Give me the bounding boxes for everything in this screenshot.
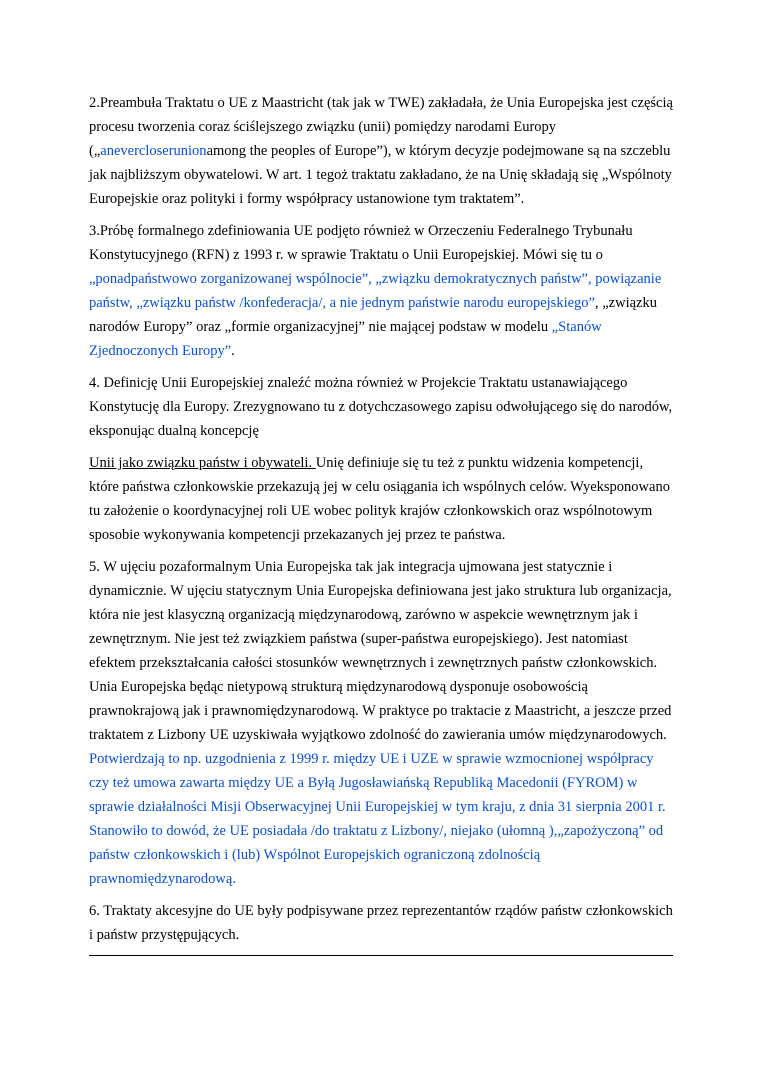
hyperlink-text[interactable]: „Stanów Zjednoczonych Europy”: [89, 319, 602, 359]
body-text: („: [89, 143, 101, 159]
body-text: 3.Próbę formalnego zdefiniowania UE podjęto również w Orzeczeniu Federalnego Trybunału Konstytucyjnego (RFN) z 1993 r. w sprawie Traktatu o Unii Europejskiej. Mówi się tu o: [89, 223, 633, 263]
paragraph: [89, 555, 673, 891]
paragraph-container: [89, 91, 673, 947]
paragraph: [89, 451, 673, 547]
underlined-text: Unii jako związku państw i obywateli.: [89, 455, 316, 471]
paragraph: [89, 91, 673, 211]
hyperlink-text[interactable]: „ponadpaństwowo zorganizowanej wspólnocie”, „związku demokratycznych państw”, powiązanie państw, „związku państw /konfederacja/, a nie jednym państwie narodu europejskiego”: [89, 271, 662, 311]
document-body: [89, 91, 673, 956]
body-text: , „związku narodów Europy” oraz „formie organizacyjnej” nie mającej podstaw w modelu: [89, 295, 657, 335]
paragraph: [89, 371, 673, 443]
footnote-separator: [89, 955, 673, 956]
body-text: 4. Definicję Unii Europejskiej znaleźć można również w Projekcie Traktatu ustanawiającego Konstytucję dla Europy. Zrezygnowano tu z dotychczasowego zapisu odwołującego się do narodów, eksponując dualną koncepcję: [89, 375, 673, 439]
body-text: 5. W ujęciu pozaformalnym Unia Europejska tak jak integracja ujmowana jest statycznie i dynamicznie. W ujęciu statycznym Unia Europejska definiowana jest jako struktura lub organizacja, która nie jest klasyczną organizacją międzynarodową, zarówno w aspekcie wewnętrznym jak i zewnętrznym. Nie jest też związkiem państwa (super-państwa europejskiego). Jest natomiast efektem przekształcania całości stosunków wewnętrznych i zewnętrznych państw członkowskich. Unia Europejska będąc nietypową strukturą międzynarodową dysponuje osobowością prawnokrajową jak i prawnomiędzynarodową. W praktyce po traktacie z Maastricht, a jeszcze przed traktatem z Lizbony UE uzyskiwała wyjątkowo zdolność do zawierania umów międzynarodowych.: [89, 559, 672, 743]
hyperlink-text[interactable]: Potwierdzają to np. uzgodnienia z 1999 r. między UE i UZE w sprawie wzmocnionej współpracy czy też umowa zawarta między UE a Byłą Jugosławiańską Republiką Macedonii (FYROM) w sprawie działalności Misji Obserwacyjnej Unii Europejskiej w tym kraju, z dnia 31 sierpnia 2001 r. Stanowiło to dowód, że UE posiadała /do traktatu z Lizbony/, niejako (ułomną ),„zapożyczoną” od państw członkowskich i (lub) Wspólnot Europejskich ograniczoną zdolnością prawnomiędzynarodową.: [89, 751, 666, 887]
body-text: .: [231, 343, 235, 359]
paragraph: [89, 219, 673, 363]
paragraph: [89, 899, 673, 947]
body-text: 2.Preambuła Traktatu o UE z Maastricht (tak jak w TWE) zakładała, że Unia Europejska jest częścią procesu tworzenia coraz ściślejszego związku (unii) pomiędzy narodami Europy: [89, 95, 673, 135]
body-text: among the peoples of Europe”), w którym decyzje podejmowane są na szczeblu jak najbliższym obywatelowi. W art. 1 tegoż traktatu zakładano, że na Unię składają się „Wspólnoty Europejskie oraz polityki i formy współpracy ustanowione tym traktatem”.: [89, 143, 672, 207]
body-text: Unię definiuje się tu też z punktu widzenia kompetencji, które państwa członkowskie przekazują jej w celu osiągania ich wspólnych celów. Wyeksponowano tu założenie o koordynacyjnej roli UE wobec polityk krajów członkowskich oraz wspólnotowym sposobie wykonywania kompetencji przekazanych jej przez te państwa.: [89, 455, 670, 543]
hyperlink-text[interactable]: anevercloserunion: [100, 143, 207, 159]
body-text: 6. Traktaty akcesyjne do UE były podpisywane przez reprezentantów rządów państw członkowskich i państw przystępujących.: [89, 903, 673, 943]
